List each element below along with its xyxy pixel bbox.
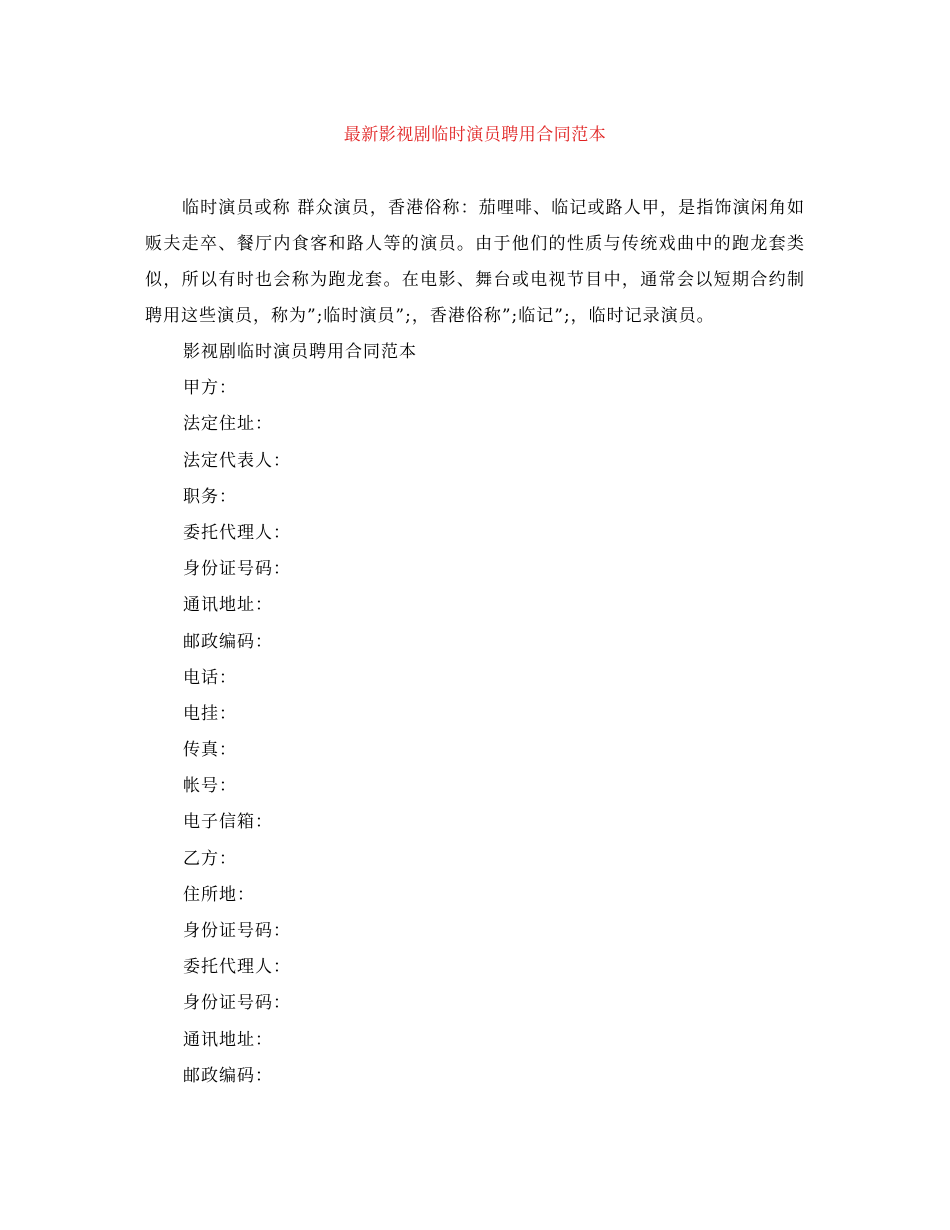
intro-paragraph: 临时演员或称 群众演员，香港俗称：茄哩啡、临记或路人甲，是指饰演闲角如贩夫走卒、餐厅内食客和路人等的演员。由于他们的性质与传统戏曲中的跑龙套类似，所以有时也会称为跑龙套。在电影、舞台或电视节目中，通常会以短期合约制聘用这些演员，称为”;临时演员”;，香港俗称”;临记”;，临时记录演员。 bbox=[145, 198, 805, 326]
field-position: 职务： bbox=[183, 486, 237, 507]
field-telegraph: 电挂： bbox=[183, 703, 237, 724]
field-fax: 传真： bbox=[183, 740, 237, 761]
field-agent-id-number-b: 身份证号码： bbox=[183, 993, 291, 1014]
field-mailing-address-b: 通讯地址： bbox=[183, 1029, 273, 1050]
document-title: 最新影视剧临时演员聘用合同范本 bbox=[343, 125, 607, 145]
field-account: 帐号： bbox=[183, 776, 237, 797]
field-legal-address: 法定住址： bbox=[183, 414, 273, 435]
field-legal-representative: 法定代表人： bbox=[183, 450, 291, 471]
field-residence: 住所地： bbox=[183, 884, 255, 905]
field-postal-code-b: 邮政编码： bbox=[183, 1065, 273, 1086]
contract-field-list bbox=[183, 334, 417, 1094]
field-postal-code-a: 邮政编码： bbox=[183, 631, 273, 652]
field-agent-a: 委托代理人： bbox=[183, 522, 291, 543]
field-party-b: 乙方： bbox=[183, 848, 237, 869]
contract-subtitle: 影视剧临时演员聘用合同范本 bbox=[183, 342, 417, 362]
field-party-a: 甲方： bbox=[183, 378, 237, 399]
field-email: 电子信箱： bbox=[183, 812, 273, 833]
field-agent-b: 委托代理人： bbox=[183, 957, 291, 978]
field-id-number-a: 身份证号码： bbox=[183, 559, 291, 580]
field-mailing-address-a: 通讯地址： bbox=[183, 595, 273, 616]
field-id-number-b: 身份证号码： bbox=[183, 921, 291, 941]
field-phone: 电话： bbox=[183, 667, 237, 688]
